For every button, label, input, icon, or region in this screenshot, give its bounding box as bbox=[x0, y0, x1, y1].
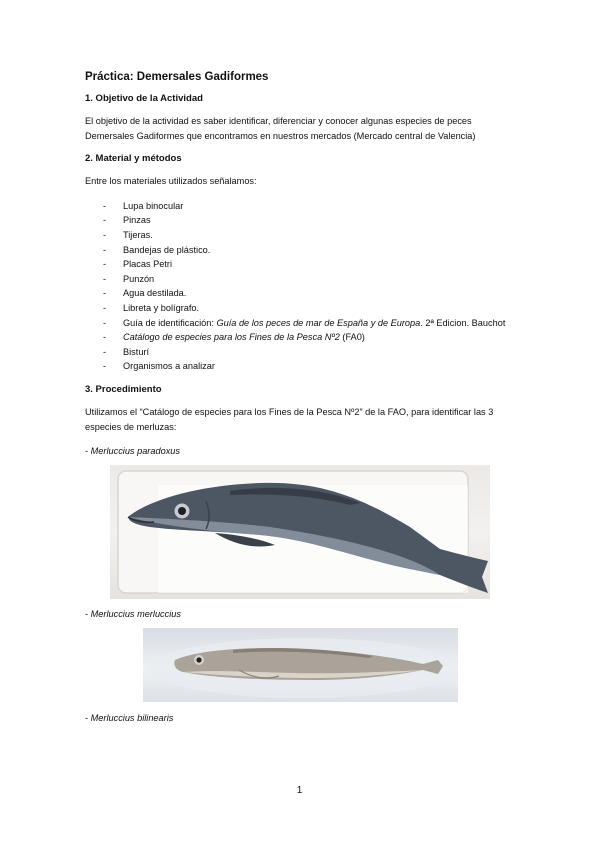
species-label-bilinearis: - Merluccius bilinearis bbox=[85, 713, 174, 724]
procedure-paragraph: Utilizamos el “Catálogo de especies para los Fines de la Pesca Nº2” de la FAO, para identificar las 3 especies de merluzas: bbox=[85, 406, 494, 432]
fish-photo-merluccius-merluccius bbox=[143, 628, 458, 702]
fish-illustration bbox=[110, 465, 490, 599]
list-item-catalog: - Catálogo de especies para los Fines de la Pesca Nº2 (FA0) bbox=[103, 332, 365, 343]
list-item: - Bandejas de plástico. bbox=[103, 244, 211, 255]
section-heading-objective: 1. Objetivo de la Actividad bbox=[85, 93, 203, 104]
list-item-guide: - Guía de identificación: Guía de los peces de mar de España y de Europa. 2ª Edicion. Bauchot bbox=[103, 317, 506, 328]
list-item: - Lupa binocular bbox=[103, 200, 184, 211]
materials-intro: Entre los materiales utilizados señalamos: bbox=[85, 176, 257, 187]
species-label-paradoxus: - Merluccius paradoxus bbox=[85, 446, 180, 457]
list-item: - Tijeras. bbox=[103, 229, 153, 240]
document-content bbox=[85, 68, 515, 732]
list-item: - Libreta y bolígrafo. bbox=[103, 302, 200, 313]
page-number: 1 bbox=[296, 785, 303, 796]
objective-paragraph: El objetivo de la actividad es saber identificar, diferenciar y conocer algunas especies de peces Demersales Gadiformes que encontramos en nuestros mercados (Mercado central de Valencia) bbox=[85, 116, 476, 141]
list-item: - Punzón bbox=[103, 273, 155, 284]
fish-photo-merluccius-paradoxus bbox=[110, 465, 490, 599]
list-item: - Organismos a analizar bbox=[103, 361, 215, 372]
section-heading-materials: 2. Material y métodos bbox=[85, 153, 182, 165]
section-heading-procedure: 3. Procedimiento bbox=[85, 383, 162, 395]
guide-title: Guía de los peces de mar de España y de Europa bbox=[216, 317, 421, 328]
catalog-title: Catálogo de especies para los Fines de la Pesca Nº2 bbox=[123, 332, 340, 343]
species-label-merluccius: - Merluccius merluccius bbox=[85, 609, 181, 620]
fish-illustration bbox=[143, 628, 458, 702]
list-item: - Placas Petri bbox=[103, 259, 173, 270]
list-item: - Pinzas bbox=[103, 215, 151, 226]
list-item: - Bisturí bbox=[103, 346, 150, 357]
materials-list bbox=[85, 199, 515, 374]
list-item: - Agua destilada. bbox=[103, 288, 187, 299]
document-title: Práctica: Demersales Gadiformes bbox=[85, 71, 269, 83]
